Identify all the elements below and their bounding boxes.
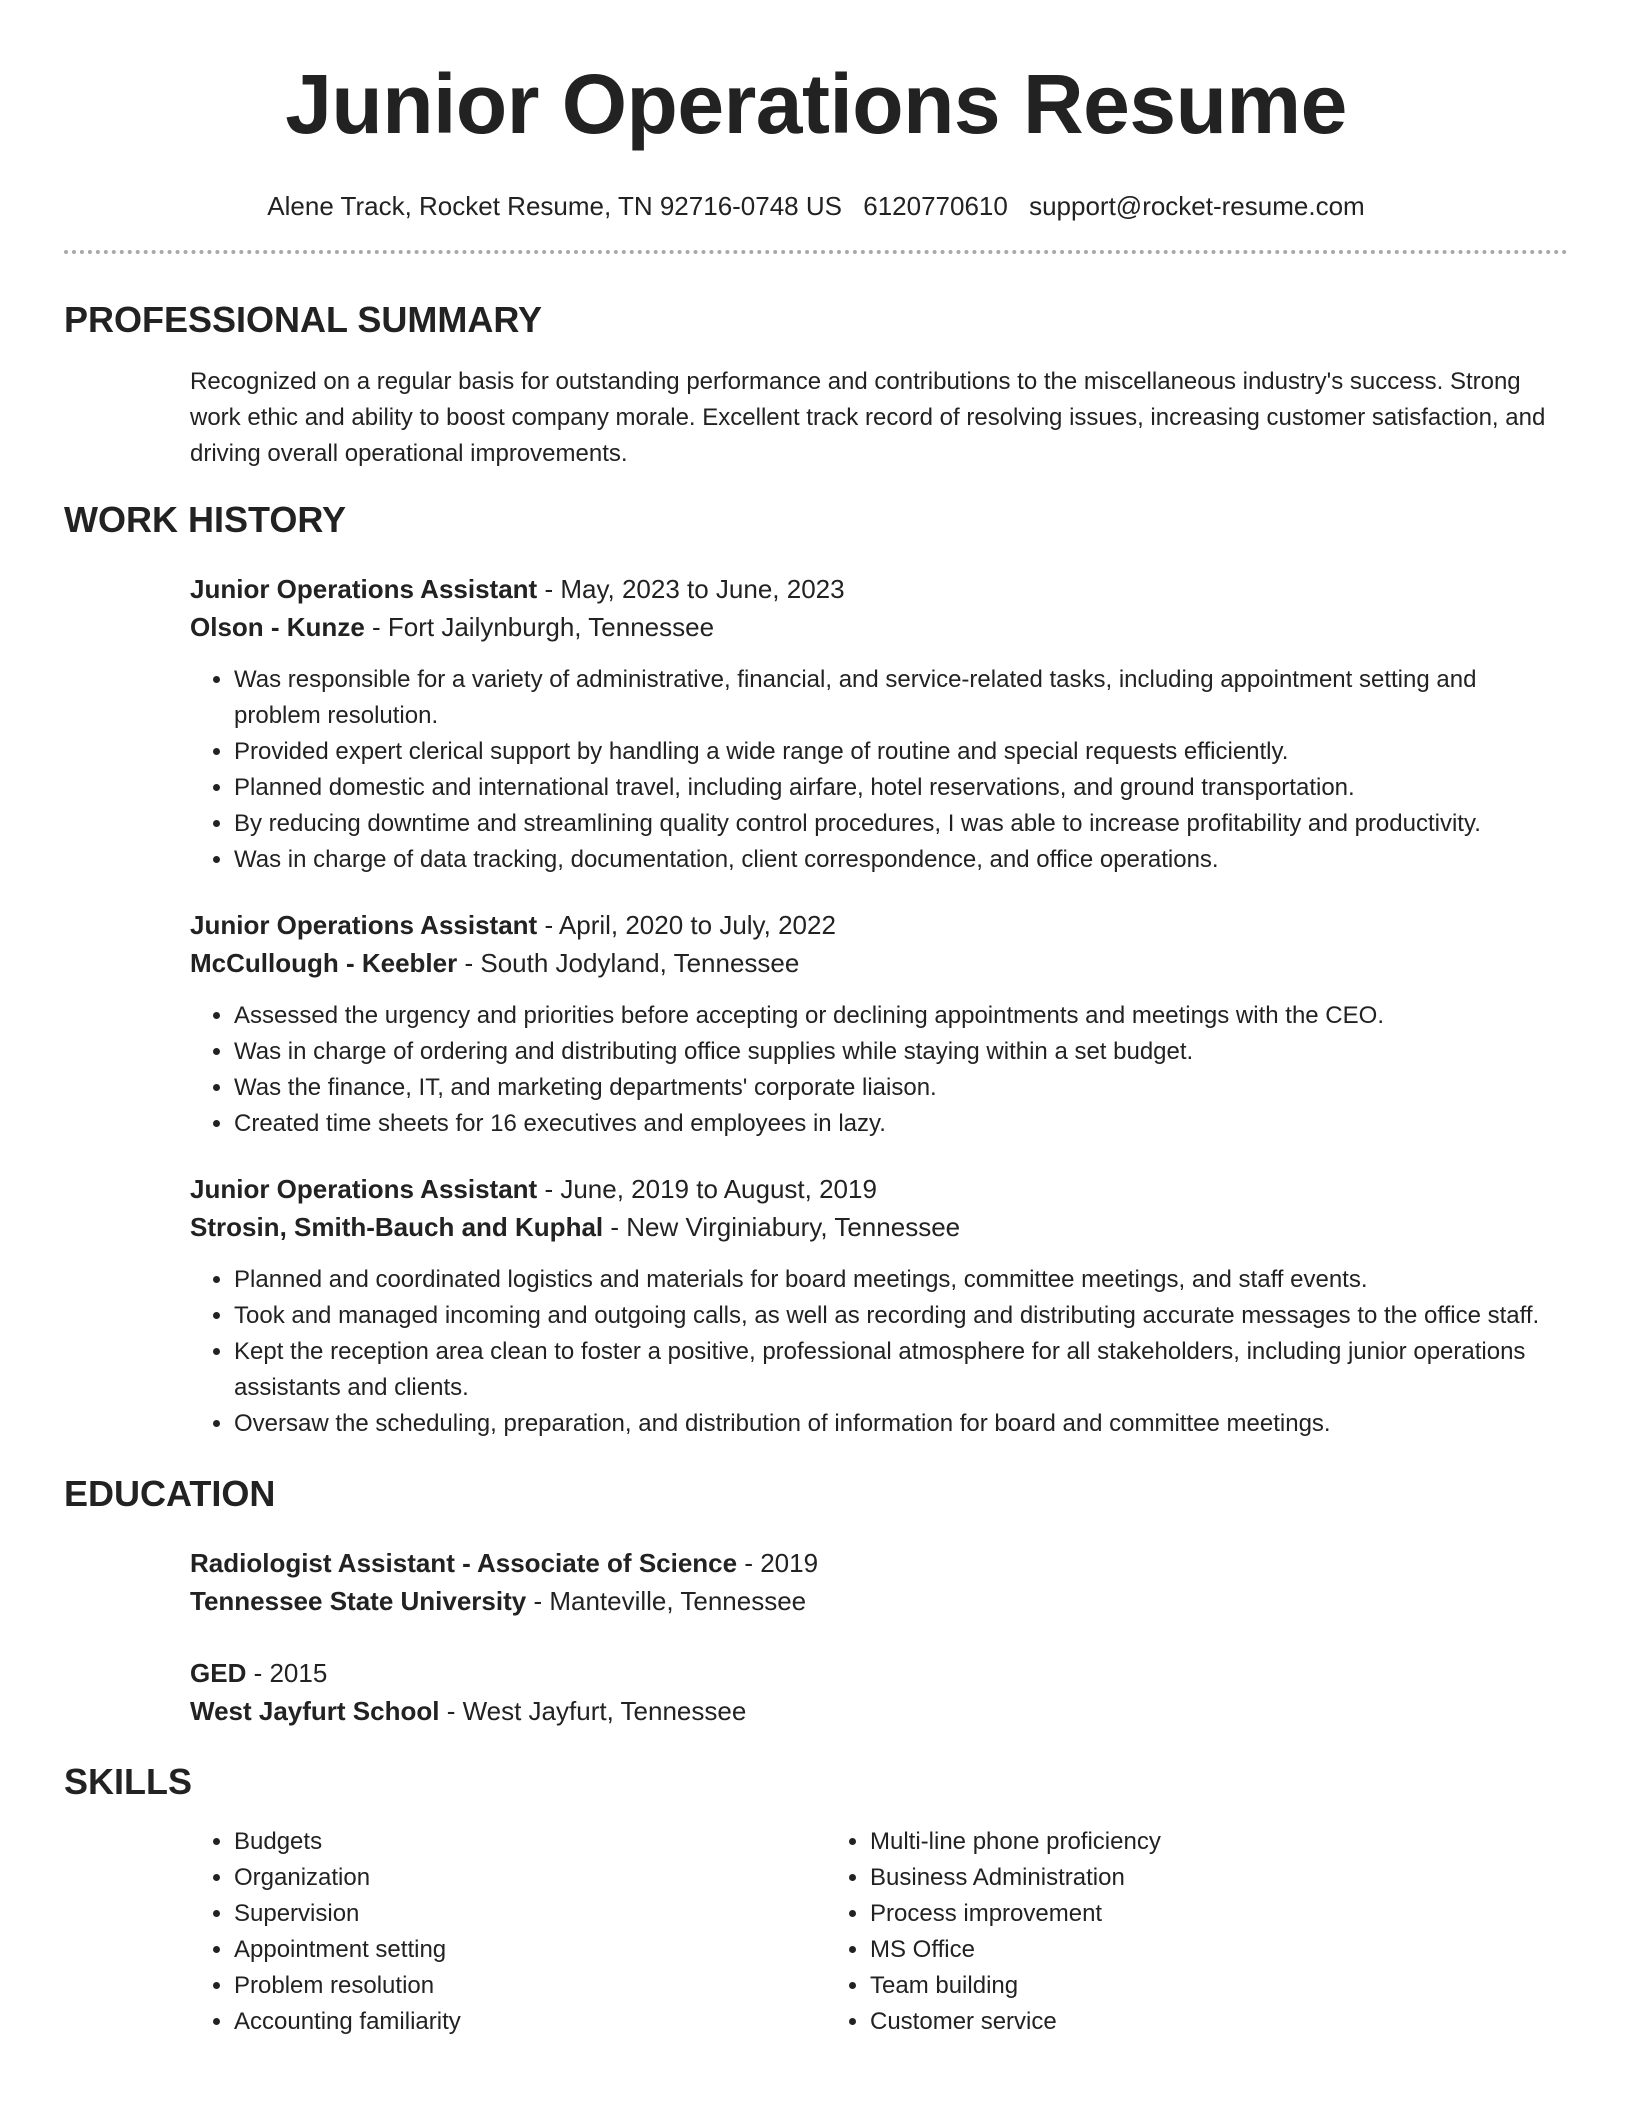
degree-year: - 2015 xyxy=(246,1658,328,1688)
list-item: • Planned and coordinated logistics and materials for board meetings, committee meetings, and staff events. xyxy=(234,1262,1568,1298)
skill-item: • Team building xyxy=(870,1968,1462,2004)
list-item: • Oversaw the scheduling, preparation, and distribution of information for board and committee meetings. xyxy=(234,1406,1568,1442)
job-bullets xyxy=(190,998,1568,1142)
school-line xyxy=(190,1582,1568,1620)
contact-address: Alene Track, Rocket Resume, TN 92716-0748 US xyxy=(267,191,842,221)
degree-year: - 2019 xyxy=(737,1548,819,1578)
skills-column-left xyxy=(190,1824,826,2040)
job-title-line xyxy=(190,1170,1568,1208)
job-title: Junior Operations Assistant xyxy=(190,910,538,940)
skills-column-right xyxy=(826,1824,1462,2040)
job-location: - New Virginiabury, Tennessee xyxy=(603,1212,961,1242)
skill-item: • MS Office xyxy=(870,1932,1462,1968)
contact-email: support@rocket-resume.com xyxy=(1029,191,1365,221)
page-title: Junior Operations Resume xyxy=(285,57,1347,151)
skill-item: • Business Administration xyxy=(870,1860,1462,1896)
list-item: • Was responsible for a variety of administrative, financial, and service-related tasks, including appointment setting and problem resolution. xyxy=(234,662,1568,734)
job-entry xyxy=(190,1170,1568,1442)
job-company-line xyxy=(190,608,1568,646)
list-item: • Was in charge of data tracking, documentation, client correspondence, and office operations. xyxy=(234,842,1568,878)
school: West Jayfurt School xyxy=(190,1696,440,1726)
school-line xyxy=(190,1692,1568,1730)
degree-line xyxy=(190,1654,1568,1692)
education-heading: EDUCATION xyxy=(64,1473,276,1514)
degree: GED xyxy=(190,1658,247,1688)
job-title-line xyxy=(190,906,1568,944)
skill-item: • Multi-line phone proficiency xyxy=(870,1824,1462,1860)
skill-item: • Process improvement xyxy=(870,1896,1462,1932)
skill-item: • Organization xyxy=(234,1860,826,1896)
contact-phone: 6120770610 xyxy=(863,191,1008,221)
education-entry xyxy=(190,1654,1568,1730)
job-company: Strosin, Smith-Bauch and Kuphal xyxy=(190,1212,604,1242)
skills-section xyxy=(64,1824,1568,2040)
summary-section xyxy=(64,364,1568,472)
job-title-line xyxy=(190,570,1568,608)
skill-item: • Customer service xyxy=(870,2004,1462,2040)
list-item: • Kept the reception area clean to foster a positive, professional atmosphere for all stakeholders, including junior operations assistants and clients. xyxy=(234,1334,1568,1406)
degree: Radiologist Assistant - Associate of Science xyxy=(190,1548,738,1578)
job-dates: - April, 2020 to July, 2022 xyxy=(537,910,836,940)
job-bullets xyxy=(190,662,1568,878)
job-entry xyxy=(190,570,1568,878)
education-section xyxy=(64,1544,1568,1730)
list-item: • Provided expert clerical support by handling a wide range of routine and special requests efficiently. xyxy=(234,734,1568,770)
work-history-heading: WORK HISTORY xyxy=(64,499,347,540)
skill-item: • Accounting familiarity xyxy=(234,2004,826,2040)
list-item: • Planned domestic and international travel, including airfare, hotel reservations, and ground transportation. xyxy=(234,770,1568,806)
skill-item: • Supervision xyxy=(234,1896,826,1932)
job-company-line xyxy=(190,944,1568,982)
education-entry xyxy=(190,1544,1568,1620)
job-company-line xyxy=(190,1208,1568,1246)
job-title: Junior Operations Assistant xyxy=(190,1174,538,1204)
work-history-section xyxy=(64,570,1568,1442)
summary-heading: PROFESSIONAL SUMMARY xyxy=(64,299,543,340)
job-dates: - May, 2023 to June, 2023 xyxy=(537,574,845,604)
job-title: Junior Operations Assistant xyxy=(190,574,538,604)
skill-item: • Appointment setting xyxy=(234,1932,826,1968)
list-item: • Created time sheets for 16 executives and employees in lazy. xyxy=(234,1106,1568,1142)
skill-item: • Budgets xyxy=(234,1824,826,1860)
job-dates: - June, 2019 to August, 2019 xyxy=(537,1174,877,1204)
job-location: - Fort Jailynburgh, Tennessee xyxy=(364,612,715,642)
school: Tennessee State University xyxy=(190,1586,527,1616)
list-item: • Was in charge of ordering and distributing office supplies while staying within a set budget. xyxy=(234,1034,1568,1070)
list-item: • Took and managed incoming and outgoing calls, as well as recording and distributing accurate messages to the office staff. xyxy=(234,1298,1568,1334)
job-location: - South Jodyland, Tennessee xyxy=(457,948,800,978)
school-location: - Manteville, Tennessee xyxy=(526,1586,807,1616)
job-entry xyxy=(190,906,1568,1142)
summary-text: Recognized on a regular basis for outstanding performance and contributions to the miscellaneous industry's success. Strong work ethic and ability to boost company morale. Excellent track record of resolving issues, increasing customer satisfaction, and driving overall operational improvements. xyxy=(190,368,1546,467)
school-location: - West Jayfurt, Tennessee xyxy=(439,1696,747,1726)
header-divider xyxy=(64,250,1568,254)
skill-item: • Problem resolution xyxy=(234,1968,826,2004)
job-company: McCullough - Keebler xyxy=(190,948,458,978)
contact-line xyxy=(64,190,1568,222)
degree-line xyxy=(190,1544,1568,1582)
list-item: • Assessed the urgency and priorities before accepting or declining appointments and meetings with the CEO. xyxy=(234,998,1568,1034)
job-company: Olson - Kunze xyxy=(190,612,365,642)
list-item: • By reducing downtime and streamlining quality control procedures, I was able to increase profitability and productivity. xyxy=(234,806,1568,842)
job-bullets xyxy=(190,1262,1568,1442)
skills-heading: SKILLS xyxy=(64,1761,193,1802)
skills-grid xyxy=(190,1824,1568,2040)
list-item: • Was the finance, IT, and marketing departments' corporate liaison. xyxy=(234,1070,1568,1106)
